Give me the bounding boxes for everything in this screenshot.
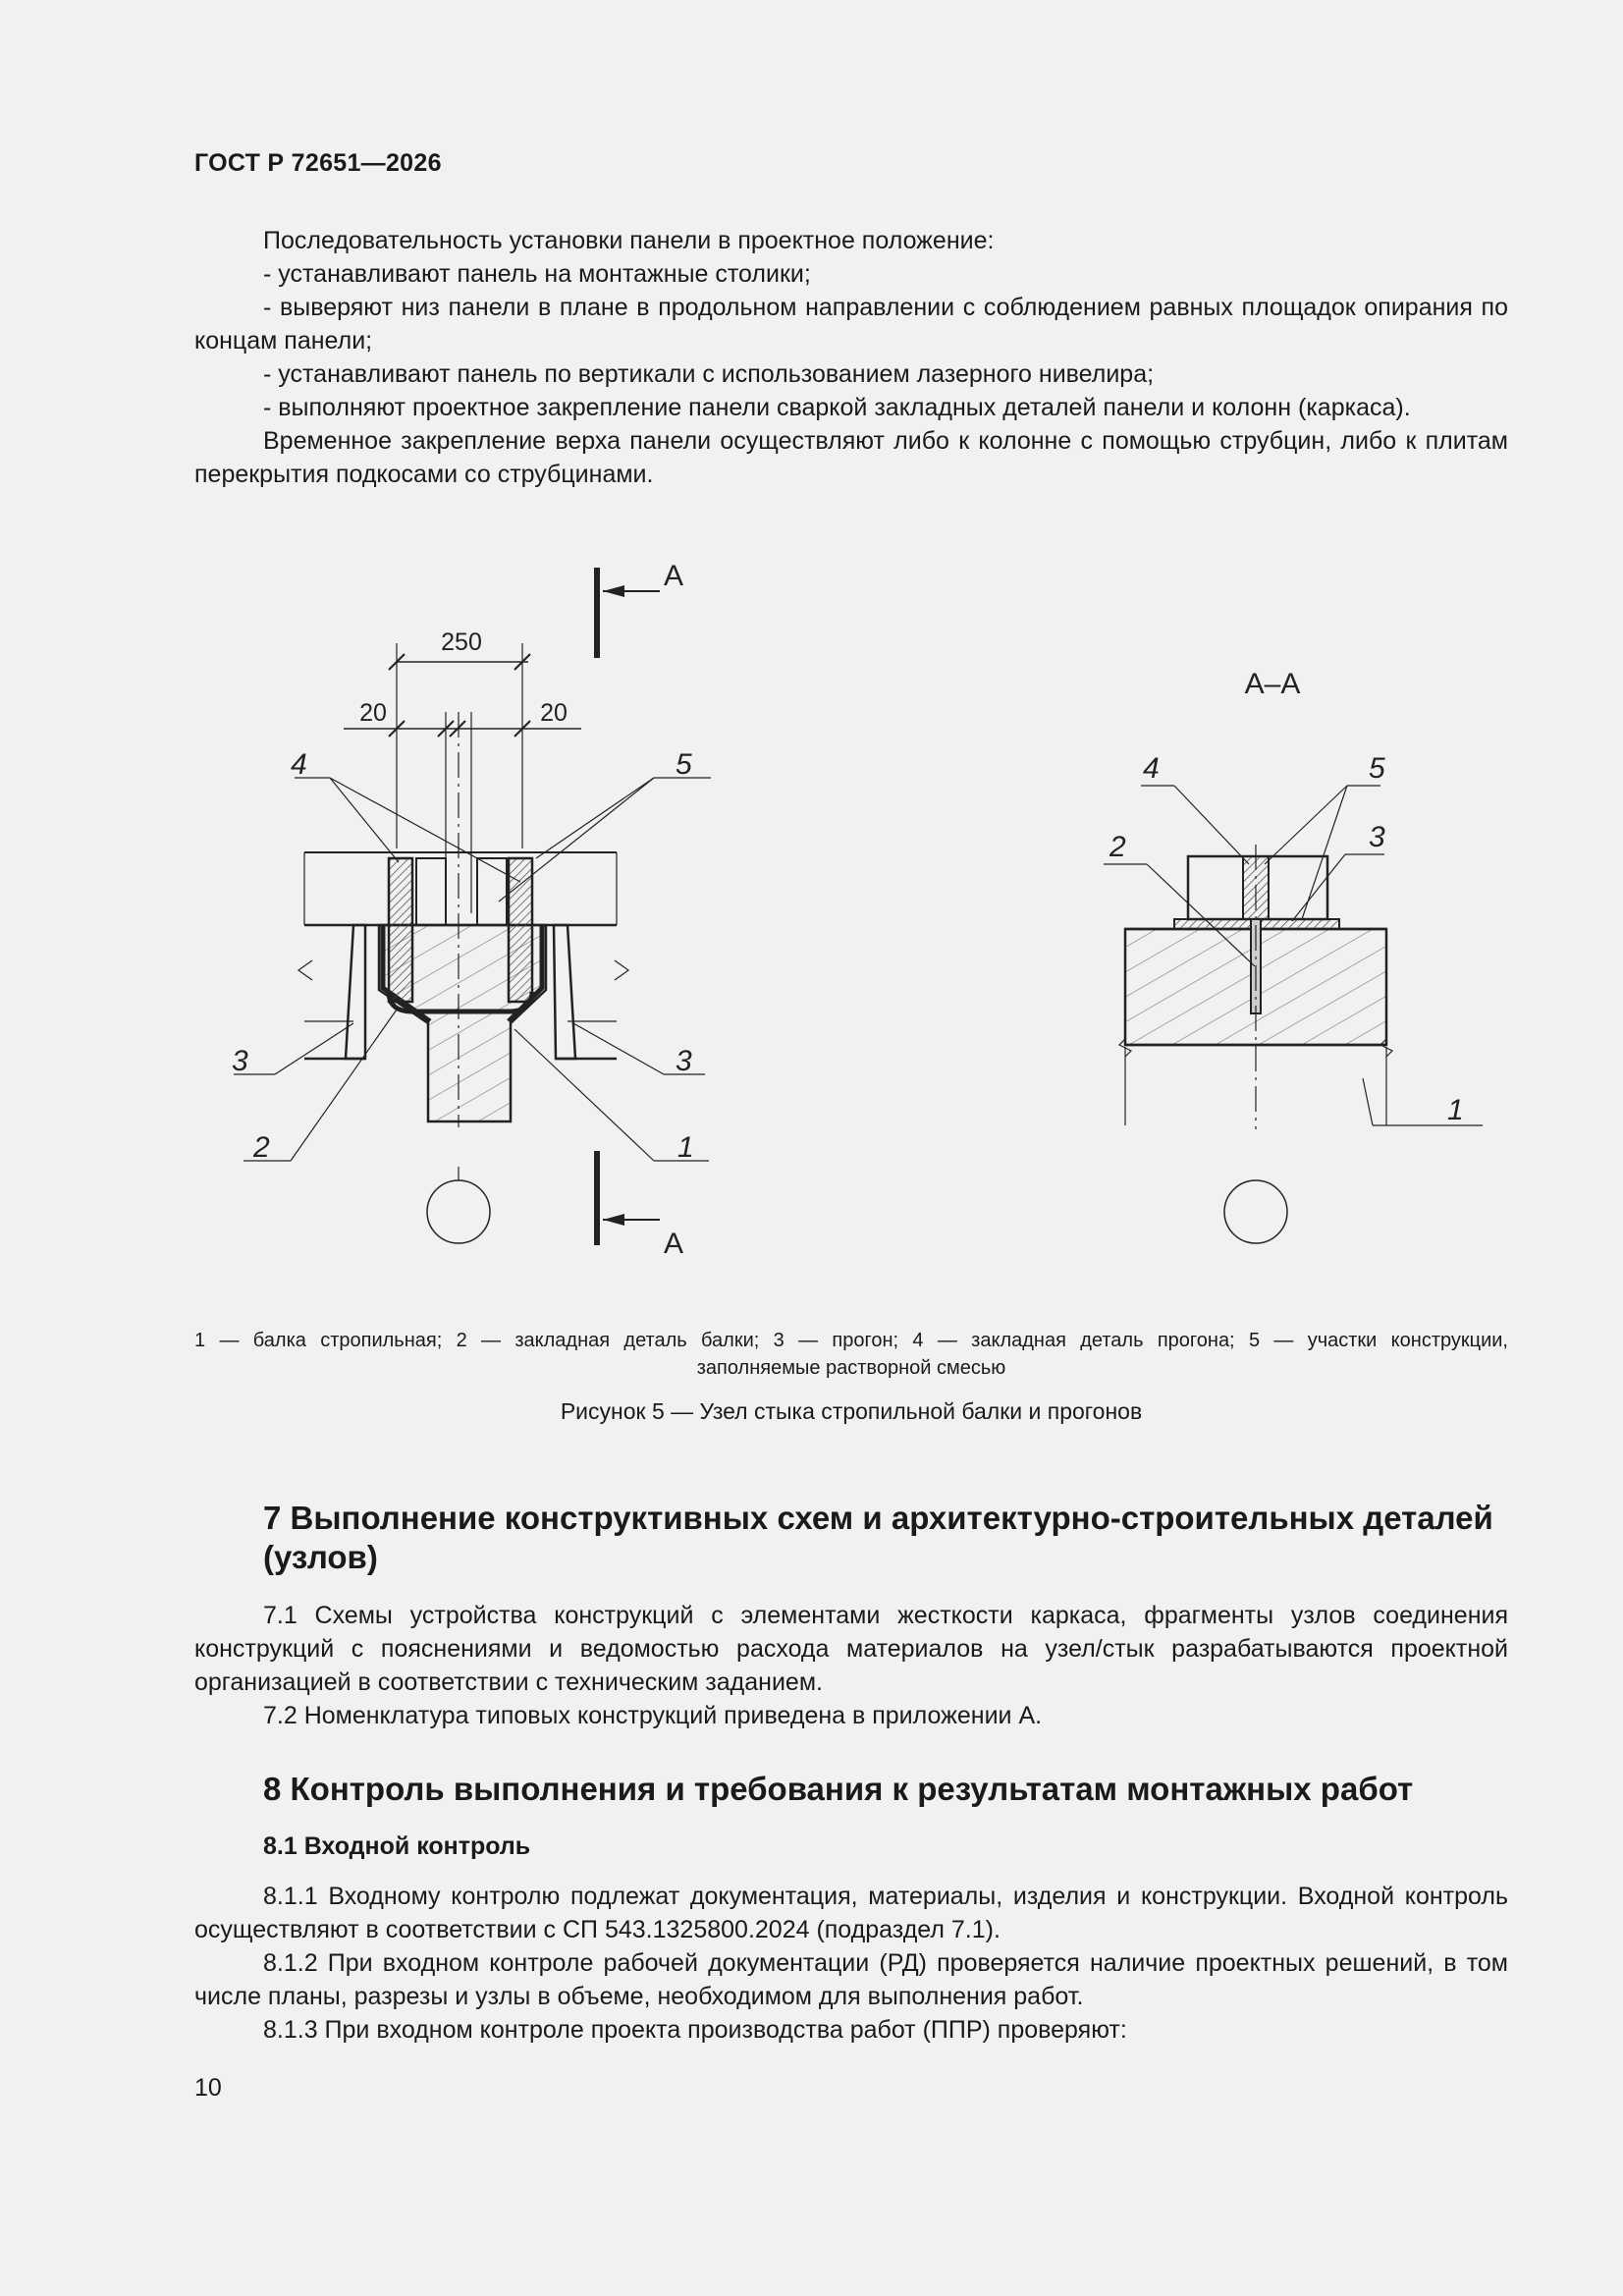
paragraph: 7.2 Номенклатура типовых конструкций приведена в приложении А. <box>263 1702 1043 1729</box>
legend-line: 1 — балка стропильная; 2 — закладная деталь балки; 3 — прогон; 4 — закладная деталь прогона; 5 — участки конструкции, <box>194 1330 1508 1351</box>
callout-3: 3 <box>1369 821 1385 853</box>
callout-3: 3 <box>676 1045 692 1077</box>
legend-line: заполняемые растворной смесью <box>696 1357 1006 1379</box>
callout-5: 5 <box>1369 752 1385 785</box>
figure-drawing <box>0 550 1623 1257</box>
cross-section-view <box>234 568 711 1245</box>
paragraph: Последовательность установки панели в проектное положение: <box>263 227 995 254</box>
section-a-a-view <box>1104 786 1483 1243</box>
callout-2: 2 <box>1109 831 1126 863</box>
figure-legend <box>194 1327 1508 1382</box>
dimension-total: 250 <box>441 629 482 656</box>
subsection-8-1-title: 8.1 Входной контроль <box>263 1832 531 1860</box>
dimension-left: 20 <box>359 699 387 727</box>
list-item: - устанавливают панель на монтажные столики; <box>263 260 811 288</box>
section-7-title: 7 Выполнение конструктивных схем и архитектурно-строительных деталей (узлов) <box>263 1500 1493 1575</box>
section-marker-bottom: А <box>664 1228 684 1257</box>
callout-5: 5 <box>676 748 692 781</box>
page-number: 10 <box>194 2074 222 2102</box>
paragraph: Временное закрепление верха панели осуществляют либо к колонне с помощью струбцин, либо к плитам перекрытия подкосами со струбцинами. <box>194 427 1508 488</box>
paragraph: 8.1.3 При входном контроле проекта производства работ (ППР) проверяют: <box>263 2016 1127 2044</box>
callout-4: 4 <box>291 748 307 781</box>
section-title: А–А <box>1244 668 1301 700</box>
dimension-right: 20 <box>540 699 568 727</box>
paragraph: 7.1 Схемы устройства конструкций с элементами жесткости каркаса, фрагменты узлов соединения конструкций с пояснениями и ведомостью расхода материалов на узел/стык разрабатываются проектной организацией в соответствии с техническим заданием. <box>194 1602 1508 1696</box>
list-item: - выполняют проектное закрепление панели сваркой закладных деталей панели и колонн (каркаса). <box>263 394 1411 421</box>
document-header: ГОСТ Р 72651—2026 <box>194 149 442 177</box>
figure-caption: Рисунок 5 — Узел стыка стропильной балки и прогонов <box>560 1398 1143 1424</box>
section-8-title: 8 Контроль выполнения и требования к результатам монтажных работ <box>263 1771 1414 1807</box>
paragraph: 8.1.2 При входном контроле рабочей документации (РД) проверяется наличие проектных решений, в том числе планы, разрезы и узлы в объеме, необходимом для выполнения работ. <box>194 1949 1508 2010</box>
list-item: - выверяют низ панели в плане в продольном направлении с соблюдением равных площадок опирания по концам панели; <box>194 294 1508 355</box>
callout-1: 1 <box>677 1131 694 1164</box>
intro-text <box>194 224 1508 491</box>
list-item: - устанавливают панель по вертикали с использованием лазерного нивелира; <box>263 360 1155 388</box>
callout-3: 3 <box>232 1045 248 1077</box>
callout-1: 1 <box>1447 1094 1464 1126</box>
callout-2: 2 <box>253 1131 270 1164</box>
callout-4: 4 <box>1143 752 1160 785</box>
paragraph: 8.1.1 Входному контролю подлежат документация, материалы, изделия и конструкции. Входной контроль осуществляют в соответствии с СП 543.1325800.2024 (подраздел 7.1). <box>194 1883 1508 1943</box>
section-7-body <box>194 1599 1508 1732</box>
section-marker-top: А <box>664 560 684 592</box>
section-8-body <box>194 1880 1508 2047</box>
